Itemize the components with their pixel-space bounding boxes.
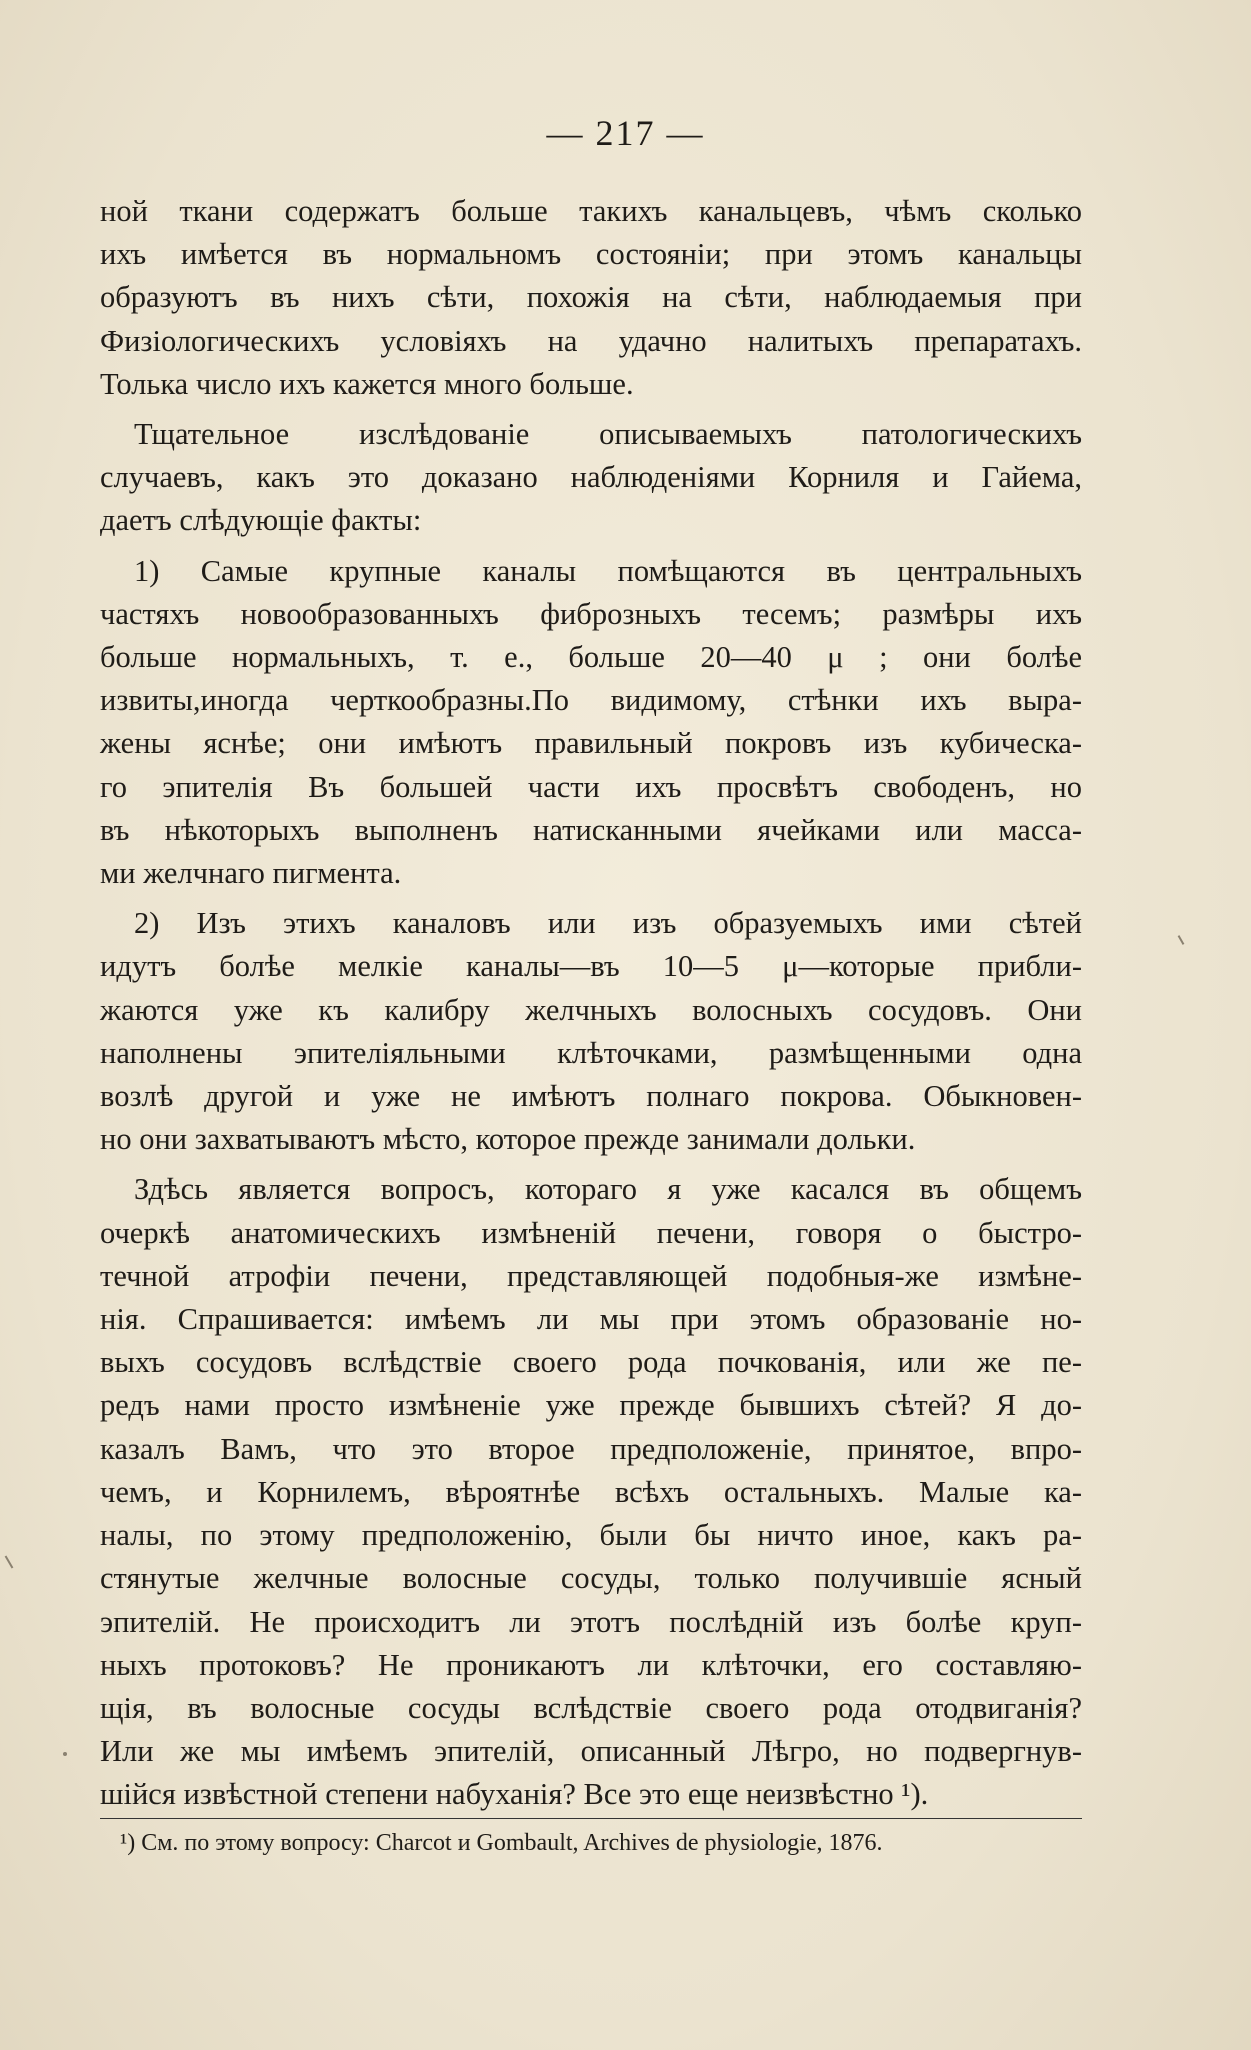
text-line: нія. Спрашивается: имѣемъ ли мы при этомъ образованіе но- bbox=[100, 1302, 1082, 1337]
text-line: ми желчнаго пигмента. bbox=[100, 856, 402, 891]
paragraph bbox=[100, 190, 1082, 406]
text-line: больше нормальныхъ, т. е., больше 20—40 μ ; они болѣе bbox=[100, 640, 1082, 675]
text-line: жаются уже къ калибру желчныхъ волосныхъ сосудовъ. Они bbox=[100, 992, 1082, 1027]
text-line: возлѣ другой и уже не имѣютъ полнаго покрова. Обыкновен- bbox=[100, 1079, 1082, 1114]
text-line: идутъ болѣе мелкіе каналы—въ 10—5 μ—которые прибли- bbox=[100, 949, 1082, 984]
text-line: ныхъ протоковъ? Не проникаютъ ли клѣточки, его составляю- bbox=[100, 1647, 1082, 1682]
text-line: частяхъ новообразованныхъ фиброзныхъ тесемъ; размѣры ихъ bbox=[100, 596, 1082, 631]
text-line: налы, по этому предположенію, были бы ничто иное, какъ ра- bbox=[100, 1518, 1082, 1553]
margin-mark bbox=[63, 1752, 67, 1756]
text-line: образуютъ въ нихъ сѣти, похожія на сѣти, наблюдаемыя при bbox=[100, 280, 1082, 315]
page-number: — 217 — bbox=[546, 113, 705, 153]
text-line: Или же мы имѣемъ эпителій, описанный Лѣгро, но подвергнув- bbox=[100, 1734, 1082, 1769]
margin-mark bbox=[1178, 935, 1185, 945]
text-line: Физіологическихъ условіяхъ на удачно налитыхъ препаратахъ. bbox=[100, 323, 1082, 358]
body-text bbox=[100, 190, 1082, 1817]
text-line: очеркѣ анатомическихъ измѣненій печени, говоря о быстро- bbox=[100, 1215, 1082, 1250]
text-line: щія, въ волосные сосуды вслѣдствіе своего рода отодвиганія? bbox=[100, 1690, 1082, 1725]
text-line: даетъ слѣдующіе факты: bbox=[100, 503, 422, 538]
text-line: ихъ имѣется въ нормальномъ состояніи; при этомъ канальцы bbox=[100, 237, 1082, 272]
text-line: Толька число ихъ кажется много больше. bbox=[100, 366, 634, 401]
paragraph bbox=[100, 902, 1082, 1161]
footnote-rule bbox=[100, 1818, 1082, 1819]
text-line: извиты,иногда черткообразны.По видимому, стѣнки ихъ выра- bbox=[100, 683, 1082, 718]
text-line: шійся извѣстной степени набуханія? Все это еще неизвѣстно ¹). bbox=[100, 1777, 929, 1812]
text-line: стянутые желчные волосные сосуды, только получившіе ясный bbox=[100, 1561, 1082, 1596]
text-line: редъ нами просто измѣненіе уже прежде бывшихъ сѣтей? Я до- bbox=[100, 1388, 1082, 1423]
paragraph bbox=[100, 413, 1082, 543]
text-line: казалъ Вамъ, что это второе предположеніе, принятое, впро- bbox=[100, 1431, 1082, 1466]
text-line: го эпителія Въ большей части ихъ просвѣтъ свободенъ, но bbox=[100, 769, 1082, 804]
text-line: Здѣсь является вопросъ, котораго я уже касался въ общемъ bbox=[134, 1172, 1082, 1207]
text-line: но они захватываютъ мѣсто, которое прежде занимали дольки. bbox=[100, 1122, 916, 1157]
text-line: въ нѣкоторыхъ выполненъ натисканными ячейками или масса- bbox=[100, 812, 1082, 847]
text-line: ной ткани содержатъ больше такихъ канальцевъ, чѣмъ сколько bbox=[100, 194, 1082, 228]
text-line: 1) Самые крупные каналы помѣщаются въ центральныхъ bbox=[134, 553, 1082, 588]
text-line: течной атрофіи печени, представляющей подобныя-же измѣне- bbox=[100, 1258, 1082, 1293]
text-line: выхъ сосудовъ вслѣдствіе своего рода почкованія, или же пе- bbox=[100, 1345, 1082, 1380]
text-line: 2) Изъ этихъ каналовъ или изъ образуемыхъ ими сѣтей bbox=[134, 906, 1082, 941]
text-line: случаевъ, какъ это доказано наблюденіями Корниля и Гайема, bbox=[100, 460, 1082, 495]
text-line: жены яснѣе; они имѣютъ правильный покровъ изъ кубическа- bbox=[100, 726, 1082, 761]
margin-mark bbox=[5, 1555, 14, 1568]
text-line: наполнены эпителіяльными клѣточками, размѣщенными одна bbox=[100, 1035, 1082, 1070]
paragraph bbox=[100, 1168, 1082, 1816]
footnote: ¹) См. по этому вопросу: Charcot и Gombault, Archives de physiologie, 1876. bbox=[120, 1830, 883, 1856]
paragraph bbox=[100, 550, 1082, 896]
text-line: Тщательное изслѣдованіе описываемыхъ патологическихъ bbox=[134, 417, 1082, 452]
text-line: эпителій. Не происходитъ ли этотъ послѣдній изъ болѣе круп- bbox=[100, 1604, 1082, 1639]
text-line: чемъ, и Корнилемъ, вѣроятнѣе всѣхъ остальныхъ. Малые ка- bbox=[100, 1474, 1082, 1509]
